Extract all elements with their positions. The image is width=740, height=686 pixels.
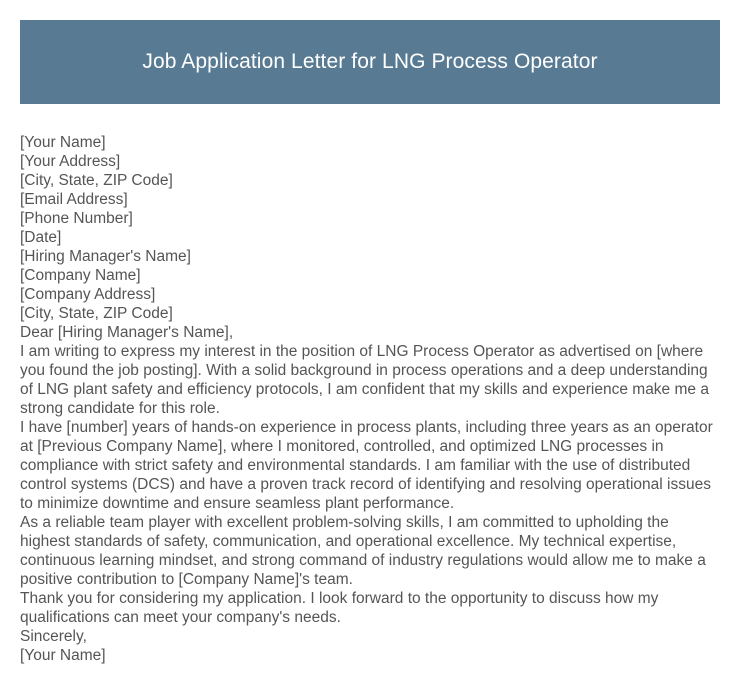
- paragraph-intro: I am writing to express my interest in the position of LNG Process Operator as advertised on [where you found the job posting]. With a solid background in process operations and a deep understanding of LNG plant safety and efficiency protocols, I am confident that my skills and experience make me a strong candidate for this role.: [20, 343, 709, 417]
- letter-date: [Date]: [20, 229, 62, 246]
- recipient-city-state-zip: [City, State, ZIP Code]: [20, 305, 173, 322]
- page-title: Job Application Letter for LNG Process Operator: [142, 50, 598, 73]
- sender-city-state-zip: [City, State, ZIP Code]: [20, 172, 173, 189]
- letter-body: [20, 133, 722, 665]
- recipient-company-name: [Company Name]: [20, 267, 141, 284]
- sender-phone: [Phone Number]: [20, 210, 133, 227]
- sender-email: [Email Address]: [20, 191, 128, 208]
- signature-name: [Your Name]: [20, 647, 106, 664]
- paragraph-experience: I have [number] years of hands-on experience in process plants, including three years as an operator at [Previous Company Name], where I monitored, controlled, and optimized LNG processes in compliance with strict safety and environmental standards. I am familiar with the use of distributed control systems (DCS) and have a proven track record of identifying and resolving operational issues to minimize downtime and ensure seamless plant performance.: [20, 419, 713, 512]
- sender-address: [Your Address]: [20, 153, 121, 170]
- page-header: [20, 20, 720, 104]
- paragraph-skills: As a reliable team player with excellent problem-solving skills, I am committed to upholding the highest standards of safety, communication, and operational excellence. My technical expertise, continuous learning mindset, and strong command of industry regulations would allow me to make a positive contribution to [Company Name]'s team.: [20, 514, 706, 588]
- recipient-hiring-manager: [Hiring Manager's Name]: [20, 248, 191, 265]
- recipient-company-address: [Company Address]: [20, 286, 156, 303]
- paragraph-thanks: Thank you for considering my application. I look forward to the opportunity to discuss how my qualifications can meet your company's needs.: [20, 590, 659, 626]
- closing: Sincerely,: [20, 628, 87, 645]
- salutation: Dear [Hiring Manager's Name],: [20, 324, 234, 341]
- sender-name: [Your Name]: [20, 134, 106, 151]
